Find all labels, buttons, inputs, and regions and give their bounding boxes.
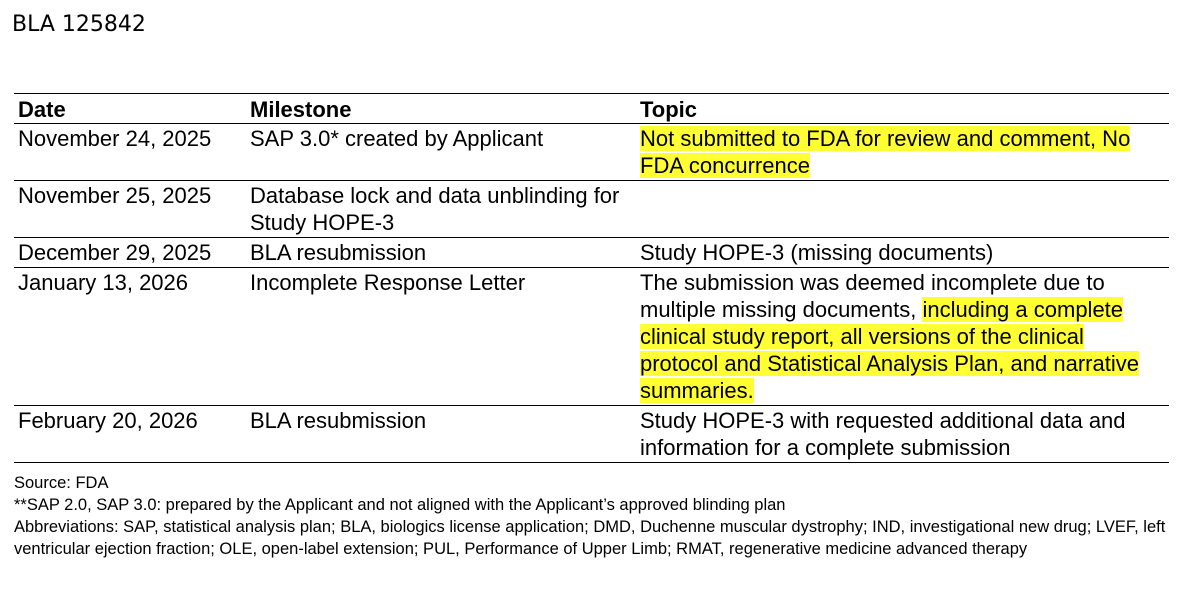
topic-cell [636,406,1169,463]
date-cell: February 20, 2026 [14,406,246,463]
document-id: BLA 125842 [12,12,146,37]
abbreviations-note: Abbreviations: SAP, statistical analysis plan; BLA, biologics license application; DMD, Duchenne muscular dystrophy; IND, investigational new drug; LVEF, left ventricular ejection fraction; OLE, open-label extension; PUL, Performance of Upper Limb; RMAT, regenerative medicine advanced therapy [14,518,1166,558]
milestones-table [14,93,1169,463]
table-header-row [14,94,1169,124]
topic-highlighted-text: Not submitted to FDA for review and comment, No FDA concurrence [640,126,1131,178]
topic-cell [636,124,1169,181]
date-cell: January 13, 2026 [14,268,246,406]
topic-text: Study HOPE-3 (missing documents) [640,240,994,265]
milestone-cell: BLA resubmission [246,238,636,268]
source-note: Source: FDA [14,474,109,492]
date-cell: November 24, 2025 [14,124,246,181]
milestone-cell: BLA resubmission [246,406,636,463]
table-row [14,268,1169,406]
table-row [14,406,1169,463]
milestone-cell: SAP 3.0* created by Applicant [246,124,636,181]
topic-text: The submission was deemed incomplete due to multiple missing documents, [640,270,1105,322]
footnote: **SAP 2.0, SAP 3.0: prepared by the Applicant and not aligned with the Applicant’s approved blinding plan [14,496,786,514]
topic-highlighted-text: including a complete clinical study report, all versions of the clinical protocol and Statistical Analysis Plan, and narrative summaries. [640,297,1139,403]
column-header-date: Date [14,94,246,124]
date-cell: December 29, 2025 [14,238,246,268]
table-row [14,181,1169,238]
date-cell: November 25, 2025 [14,181,246,238]
milestone-cell: Database lock and data unblinding for Study HOPE-3 [246,181,636,238]
table-row [14,238,1169,268]
topic-cell [636,238,1169,268]
topic-cell [636,268,1169,406]
topic-cell [636,181,1169,238]
column-header-milestone: Milestone [246,94,636,124]
table-notes [14,472,1174,560]
column-header-topic: Topic [636,94,1169,124]
milestone-cell: Incomplete Response Letter [246,268,636,406]
table-row [14,124,1169,181]
topic-text: Study HOPE-3 with requested additional data and information for a complete submission [640,408,1126,460]
